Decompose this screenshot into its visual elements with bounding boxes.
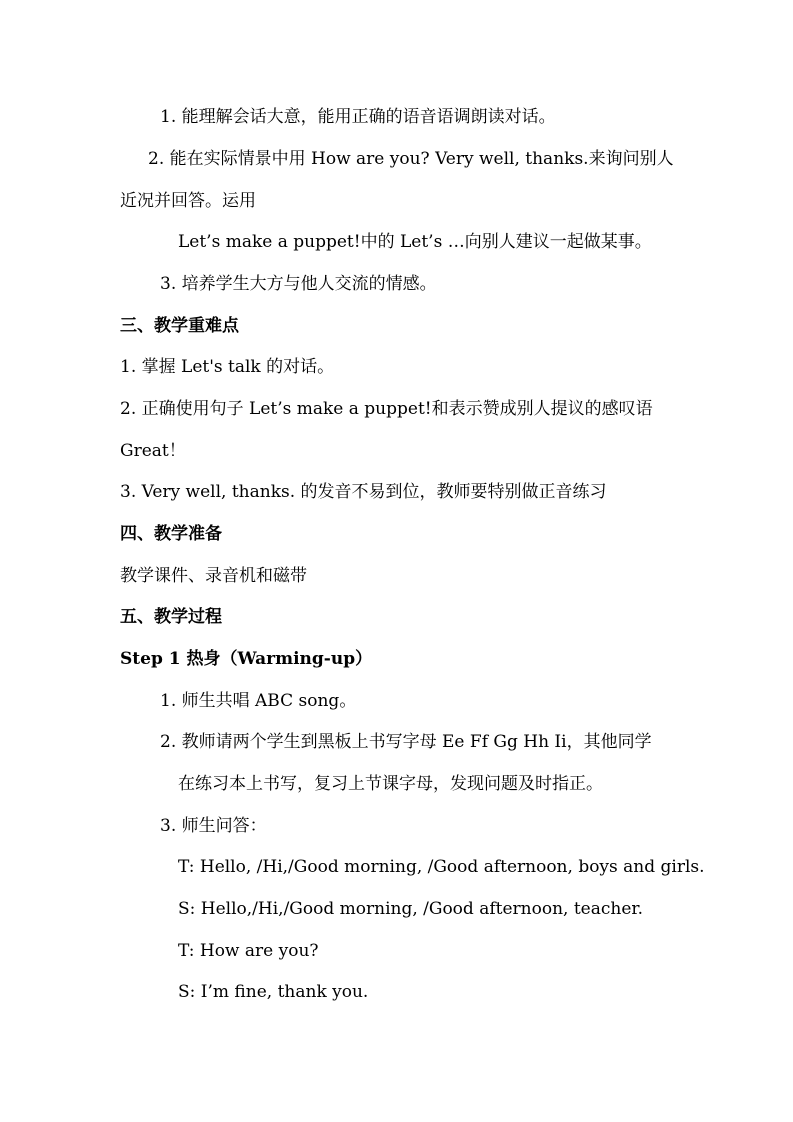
dialogue-line: S: I’m fine, thank you. [178, 982, 369, 1002]
section-3-heading: 三、教学重难点 [120, 316, 239, 336]
step-1-item-3: 3. 师生问答： [160, 816, 267, 836]
dialogue-line: T: How are you? [178, 941, 319, 961]
objective-2-line-1: 2. 能在实际情景中用 How are you? Very well, thanks.来询问别人 [148, 149, 674, 169]
key-point-3: 3. Very well, thanks. 的发音不易到位，教师要特别做正音练习 [120, 482, 607, 502]
objective-2-line-2: 近况并回答。运用 [120, 191, 256, 211]
objective-2-line-3: Let’s make a puppet!中的 Let’s …向别人建议一起做某事。 [178, 232, 652, 252]
dialogue-line: T: Hello, /Hi,/Good morning, /Good afternoon, boys and girls. [178, 857, 705, 877]
step-1-item-1: 1. 师生共唱 ABC song。 [160, 691, 357, 711]
key-point-1: 1. 掌握 Let's talk 的对话。 [120, 357, 335, 377]
section-5-heading: 五、教学过程 [120, 607, 222, 627]
step-1-item-2-line-1: 2. 教师请两个学生到黑板上书写字母 Ee Ff Gg Hh Ii，其他同学 [160, 732, 652, 752]
objective-3: 3. 培养学生大方与他人交流的情感。 [160, 274, 437, 294]
section-4-heading: 四、教学准备 [120, 524, 222, 544]
step-1-item-2-line-2: 在练习本上书写，复习上节课字母，发现问题及时指正。 [178, 774, 603, 794]
key-point-2-line-1: 2. 正确使用句子 Let’s make a puppet!和表示赞成别人提议的感叹语 [120, 399, 653, 419]
key-point-2-line-2: Great！ [120, 441, 186, 461]
step-1-heading: Step 1 热身（Warming-up） [120, 649, 373, 669]
dialogue-line: S: Hello,/Hi,/Good morning, /Good afternoon, teacher. [178, 899, 644, 919]
preparation-text: 教学课件、录音机和磁带 [120, 566, 307, 586]
objective-1: 1. 能理解会话大意，能用正确的语音语调朗读对话。 [160, 107, 556, 127]
